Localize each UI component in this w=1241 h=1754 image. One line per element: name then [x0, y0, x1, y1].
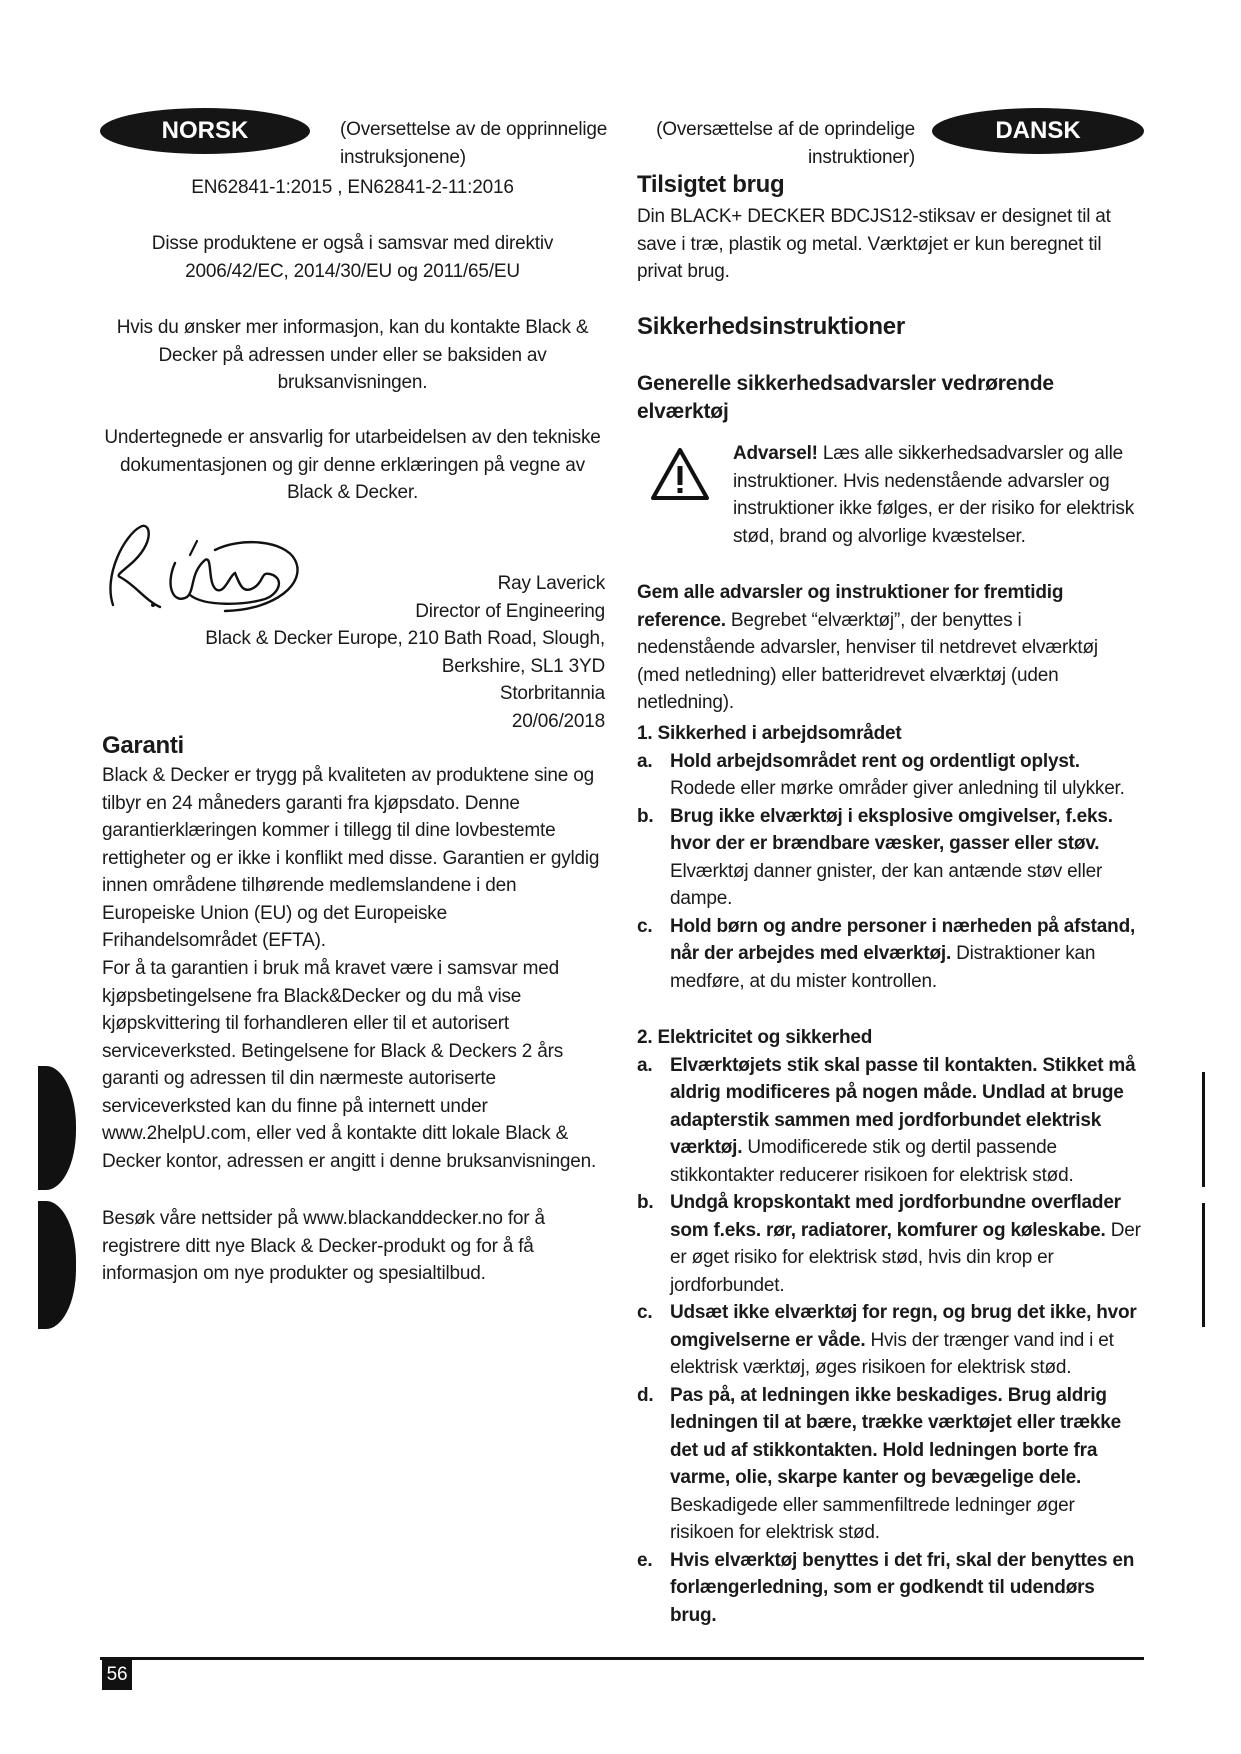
- edge-marker-upper: [1202, 1072, 1205, 1187]
- signatory-address-line2: Berkshire, SL1 3YD: [441, 655, 605, 677]
- page-number: 56: [106, 1664, 128, 1685]
- translation-note-dansk: (Oversættelse af de oprindelige instruktioner): [656, 119, 915, 168]
- list-item: a. Elværktøjets stik skal passe til kontakten. Stikket må aldrig modificeres på nogen måde. Undlad at bruge adapterstik sammen med jordforbundet elektrisk værktøj. Umodificerede stik og dertil passende stikkontakter reducerer risikoen for elektrisk stød.: [637, 1054, 1136, 1186]
- save-instructions-bold: Gem alle advarsler og instruktioner for fremtidig reference.: [637, 582, 1064, 631]
- page-number-box: [102, 1660, 132, 1690]
- signatory-address-line1: Black & Decker Europe, 210 Bath Road, Slough,: [205, 628, 605, 649]
- language-badge-dansk: [932, 108, 1144, 154]
- section-1-heading: 1. Sikkerhed i arbejdsområdet: [637, 723, 902, 744]
- section-2-heading: 2. Elektricitet og sikkerhed: [637, 1027, 873, 1048]
- edge-tab-upper: [38, 1066, 76, 1190]
- signatory-date: 20/06/2018: [511, 710, 605, 732]
- signatory-title: Director of Engineering: [415, 600, 605, 622]
- list-item: a. Hold arbejdsområdet rent og ordentligt oplyst. Rodede eller mørke områder giver anledning til ulykker.: [637, 750, 1125, 799]
- section-work-area: [637, 720, 1142, 995]
- section-electrical-safety: [637, 1024, 1142, 1629]
- directive-text: Disse produktene er også i samsvar med direktiv 2006/42/EC, 2014/30/EU og 2011/65/EU: [151, 233, 554, 282]
- intended-use-text: Din BLACK+ DECKER BDCJS12-stiksav er designet til at save i træ, plastik og metal. Værktøjet er kun beregnet til privat brug.: [637, 206, 1111, 282]
- contact-text: Hvis du ønsker mer informasjon, kan du kontakte Black & Decker på adressen under eller se baksiden av bruksanvisningen.: [116, 317, 589, 393]
- guarantee-paragraph-1: Black & Decker er trygg på kvaliteten av produktene sine og tilbyr en 24 måneders garanti fra kjøpsdato. Denne garantierklæringen kommer i tillegg til dine lovbestemte rettigheter og er ikke i konflikt med disse. Garantien er gyldig innen områdene tilhørende medlemslandene i den Europeiske Union (EU) og det Europeiske Frihandelsområdet (EFTA).: [102, 765, 600, 951]
- edge-marker-lower: [1202, 1203, 1205, 1327]
- warning-body: Læs alle sikkerhedsadvarsler og alle instruktioner. Hvis nedenstående advarsler og instruktioner ikke følges, er der risiko for elektrisk stød, brand og alvorlige kvæstelser.: [733, 443, 1134, 547]
- warning-label: Advarsel!: [733, 443, 818, 464]
- list-item: c. Udsæt ikke elværktøj for regn, og brug det ikke, hvor omgivelserne er våde. Hvis der trænger vand ind i et elektrisk værktøj, øges risikoen for elektrisk stød.: [637, 1302, 1137, 1378]
- guarantee-paragraph-2: For å ta garantien i bruk må kravet være i samsvar med kjøpsbetingelsene fra Black&Decker og du må vise kjøpskvittering til forhandleren eller til et autorisert serviceverksted. Betingelsene for Black & Deckers 2 års garanti og adressen til din nærmeste autoriserte serviceverksted kan du finne på internett under www.2helpU.com, eller ved å kontakte ditt lokale Black & Decker kontor, adressen er angitt i denne bruksanvisningen.: [102, 958, 597, 1172]
- safety-heading: Sikkerhedsinstruktioner: [637, 313, 905, 340]
- list-item: b. Brug ikke elværktøj i eksplosive omgivelser, f.eks. hvor der er brændbare væsker, gasser eller støv. Elværktøj danner gnister, der kan antænde støv eller dampe.: [637, 805, 1113, 909]
- edge-tab-lower: [38, 1201, 76, 1329]
- intended-use-heading: Tilsigtet brug: [637, 171, 785, 198]
- list-item: d. Pas på, at ledningen ikke beskadiges. Brug aldrig ledningen til at bære, trække værktøjet eller trække det ud af stikkontakten. Hold ledningen borte fra varme, olie, skarpe kanter og bevægelige dele. Beskadigede eller sammenfiltrede ledninger øger risikoen for elektrisk stød.: [637, 1384, 1122, 1543]
- footer-rule: [100, 1657, 1144, 1660]
- warning-triangle-icon: [649, 446, 711, 502]
- general-safety-heading: Generelle sikkerhedsadvarsler vedrørende elværktøj: [637, 372, 1054, 423]
- save-instructions-body: Begrebet “elværktøj”, der benyttes i nedenstående advarsler, henviser til netdrevet elværktøj (med netledning) eller batteridrevet elværktøj (uden netledning).: [637, 609, 1098, 713]
- language-badge-norsk: [100, 108, 310, 154]
- list-item: e. Hvis elværktøj benyttes i det fri, skal der benyttes en forlængerledning, som er godkendt til udendørs brug.: [637, 1549, 1135, 1626]
- guarantee-paragraph-3: Besøk våre nettsider på www.blackanddecker.no for å registrere ditt nye Black & Decker-produkt og for å få informasjon om nye produkter og spesialtilbud.: [102, 1208, 545, 1284]
- language-badge-label-dansk: DANSK: [995, 117, 1081, 145]
- list-item: c. Hold børn og andre personer i nærheden på afstand, når der arbejdes med elværktøj. Distraktioner kan medføre, at du mister kontrollen.: [637, 915, 1136, 992]
- signatory-block: [180, 570, 605, 735]
- translation-note: (Oversettelse av de opprinnelige instruksjonene): [340, 119, 608, 168]
- signatory-country: Storbritannia: [499, 683, 605, 704]
- language-badge-label: NORSK: [161, 117, 249, 145]
- save-instructions-text: [637, 579, 1142, 717]
- list-item: b. Undgå kropskontakt med jordforbundne overflader som f.eks. rør, radiatorer, komfurer og køleskabe. Der er øget risiko for elektrisk stød, hvis din krop er jordforbundet.: [637, 1192, 1141, 1296]
- warning-text: [733, 440, 1138, 550]
- guarantee-heading: Garanti: [102, 732, 184, 759]
- signatory-name: Ray Laverick: [497, 573, 605, 594]
- undersigned-text: Undertegnede er ansvarlig for utarbeidelsen av den tekniske dokumentasjonen og gir denne erklæringen på vegne av Black & Decker.: [104, 427, 601, 503]
- standards-line: EN62841-1:2015 , EN62841-2-11:2016: [191, 177, 514, 198]
